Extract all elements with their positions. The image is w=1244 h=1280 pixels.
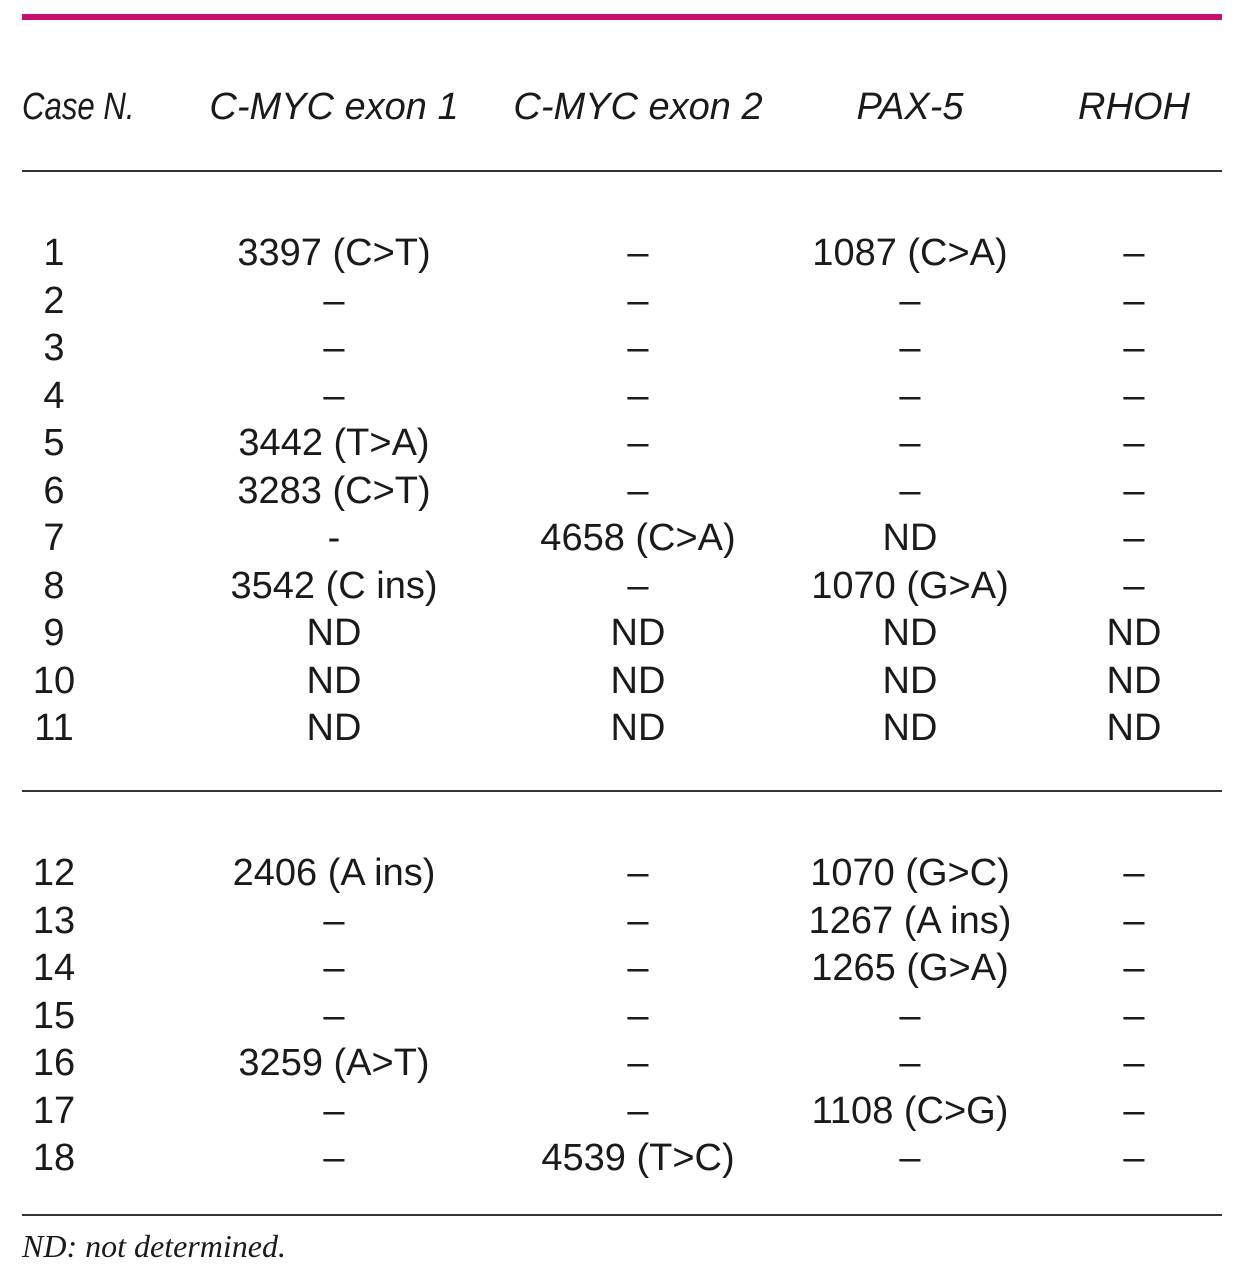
pax5-cell: – xyxy=(899,327,921,369)
pax5-cell: ND xyxy=(882,707,938,749)
rhoh-cell: ND xyxy=(1106,612,1162,654)
table-row xyxy=(0,898,1244,945)
pax5-cell: – xyxy=(899,422,921,464)
table-row xyxy=(0,373,1244,420)
case-number-cell: 9 xyxy=(43,612,65,654)
cmyc-exon1-cell: – xyxy=(323,899,345,942)
table-header xyxy=(0,86,1244,134)
cmyc-exon2-cell: – xyxy=(627,947,649,989)
rhoh-cell: – xyxy=(1123,422,1145,464)
rhoh-cell: – xyxy=(1123,1089,1145,1132)
header-case-number: Case N. xyxy=(22,86,135,128)
rhoh-cell: – xyxy=(1123,994,1145,1037)
table-row xyxy=(0,230,1244,277)
cmyc-exon1-cell: – xyxy=(323,1137,345,1179)
group-divider xyxy=(22,790,1222,792)
cmyc-exon2-cell: – xyxy=(627,374,649,417)
cmyc-exon2-cell: – xyxy=(627,1089,649,1132)
case-number-cell: 10 xyxy=(32,659,76,702)
table-row xyxy=(0,278,1244,325)
cmyc-exon2-cell: – xyxy=(627,469,649,512)
cmyc-exon1-cell: 2406 (A ins) xyxy=(232,852,436,894)
case-number-cell: 6 xyxy=(43,469,65,512)
table-row xyxy=(0,1135,1244,1182)
table-row xyxy=(0,658,1244,705)
cmyc-exon2-cell: – xyxy=(627,899,649,942)
cmyc-exon1-cell: 3283 (C>T) xyxy=(237,469,431,512)
rhoh-cell: – xyxy=(1123,899,1145,942)
rhoh-cell: – xyxy=(1123,947,1145,989)
cmyc-exon2-cell: – xyxy=(627,564,649,607)
cmyc-exon2-cell: – xyxy=(627,279,649,322)
cmyc-exon1-cell: – xyxy=(323,374,345,417)
pax5-cell: – xyxy=(899,374,921,417)
header-pax5: PAX-5 xyxy=(856,86,964,128)
pax5-cell: – xyxy=(899,279,921,322)
cmyc-exon1-cell: – xyxy=(323,947,345,989)
table-row xyxy=(0,705,1244,752)
case-number-cell: 17 xyxy=(32,1089,76,1132)
cmyc-exon2-cell: ND xyxy=(610,612,666,654)
rhoh-cell: – xyxy=(1123,279,1145,322)
rhoh-cell: – xyxy=(1123,232,1145,274)
table-row xyxy=(0,1088,1244,1135)
case-number-cell: 7 xyxy=(43,517,65,559)
pax5-cell: 1108 (C>G) xyxy=(811,1089,1009,1132)
cmyc-exon2-cell: – xyxy=(627,422,649,464)
rhoh-cell: – xyxy=(1123,852,1145,894)
footnote: ND: not determined. xyxy=(22,1228,286,1264)
pax5-cell: 1070 (G>C) xyxy=(810,852,1010,894)
pax5-cell: ND xyxy=(882,659,938,702)
table-row xyxy=(0,945,1244,992)
case-number-cell: 15 xyxy=(32,994,76,1037)
cmyc-exon1-cell: – xyxy=(323,327,345,369)
cmyc-exon1-cell: ND xyxy=(306,659,362,702)
cmyc-exon2-cell: ND xyxy=(610,659,666,702)
table-row xyxy=(0,420,1244,467)
top-accent-rule xyxy=(22,14,1222,20)
rhoh-cell: – xyxy=(1123,327,1145,369)
cmyc-exon2-cell: ND xyxy=(610,707,666,749)
case-number-cell: 13 xyxy=(32,899,76,942)
case-number-cell: 8 xyxy=(43,564,65,607)
case-number-cell: 3 xyxy=(43,327,65,369)
cmyc-exon1-cell: 3442 (T>A) xyxy=(238,422,430,464)
cmyc-exon2-cell: – xyxy=(627,994,649,1037)
cmyc-exon2-cell: – xyxy=(627,852,649,894)
case-number-cell: 1 xyxy=(43,232,65,274)
rhoh-cell: – xyxy=(1123,564,1145,607)
rhoh-cell: ND xyxy=(1106,707,1162,749)
table-row xyxy=(0,993,1244,1040)
cmyc-exon1-cell: 3542 (C ins) xyxy=(230,564,438,607)
case-number-cell: 2 xyxy=(43,279,65,322)
table-row xyxy=(0,610,1244,657)
cmyc-exon2-cell: – xyxy=(627,232,649,274)
rhoh-cell: – xyxy=(1123,1137,1145,1179)
pax5-cell: – xyxy=(899,469,921,512)
header-cmyc-exon1: C-MYC exon 1 xyxy=(209,86,459,128)
cmyc-exon1-cell: 3397 (C>T) xyxy=(237,232,431,274)
table-row xyxy=(0,1040,1244,1087)
cmyc-exon1-cell: – xyxy=(323,994,345,1037)
rhoh-cell: – xyxy=(1123,469,1145,512)
case-number-cell: 11 xyxy=(34,707,74,749)
rhoh-cell: – xyxy=(1123,1042,1145,1084)
case-number-cell: 12 xyxy=(32,852,76,894)
table-row xyxy=(0,468,1244,515)
table-row xyxy=(0,515,1244,562)
cmyc-exon1-cell: 3259 (A>T) xyxy=(238,1042,430,1084)
pax5-cell: ND xyxy=(882,612,938,654)
cmyc-exon2-cell: – xyxy=(627,327,649,369)
pax5-cell: – xyxy=(899,1042,921,1084)
rhoh-cell: – xyxy=(1123,374,1145,417)
header-rhoh: RHOH xyxy=(1078,86,1190,128)
rhoh-cell: ND xyxy=(1106,659,1162,702)
case-number-cell: 18 xyxy=(32,1137,76,1179)
cmyc-exon1-cell: – xyxy=(323,279,345,322)
cmyc-exon1-cell: - xyxy=(327,517,341,559)
case-number-cell: 5 xyxy=(43,422,65,464)
table-row xyxy=(0,850,1244,897)
pax5-cell: ND xyxy=(882,517,938,559)
cmyc-exon2-cell: 4658 (C>A) xyxy=(540,517,736,559)
header-divider xyxy=(22,170,1222,172)
case-number-cell: 4 xyxy=(43,374,65,417)
pax5-cell: 1087 (C>A) xyxy=(812,232,1008,274)
cmyc-exon2-cell: 4539 (T>C) xyxy=(541,1137,735,1179)
cmyc-exon1-cell: – xyxy=(323,1089,345,1132)
pax5-cell: 1265 (G>A) xyxy=(811,947,1009,989)
case-number-cell: 16 xyxy=(32,1042,76,1084)
pax5-cell: 1070 (G>A) xyxy=(811,564,1009,607)
table-row xyxy=(0,325,1244,372)
rhoh-cell: – xyxy=(1123,517,1145,559)
pax5-cell: 1267 (A ins) xyxy=(808,899,1012,942)
pax5-cell: – xyxy=(899,994,921,1037)
cmyc-exon1-cell: ND xyxy=(306,612,362,654)
cmyc-exon1-cell: ND xyxy=(306,707,362,749)
table-row xyxy=(0,563,1244,610)
case-number-cell: 14 xyxy=(32,947,76,989)
pax5-cell: – xyxy=(899,1137,921,1179)
header-cmyc-exon2: C-MYC exon 2 xyxy=(513,86,763,128)
cmyc-exon2-cell: – xyxy=(627,1042,649,1084)
bottom-divider xyxy=(22,1214,1222,1216)
